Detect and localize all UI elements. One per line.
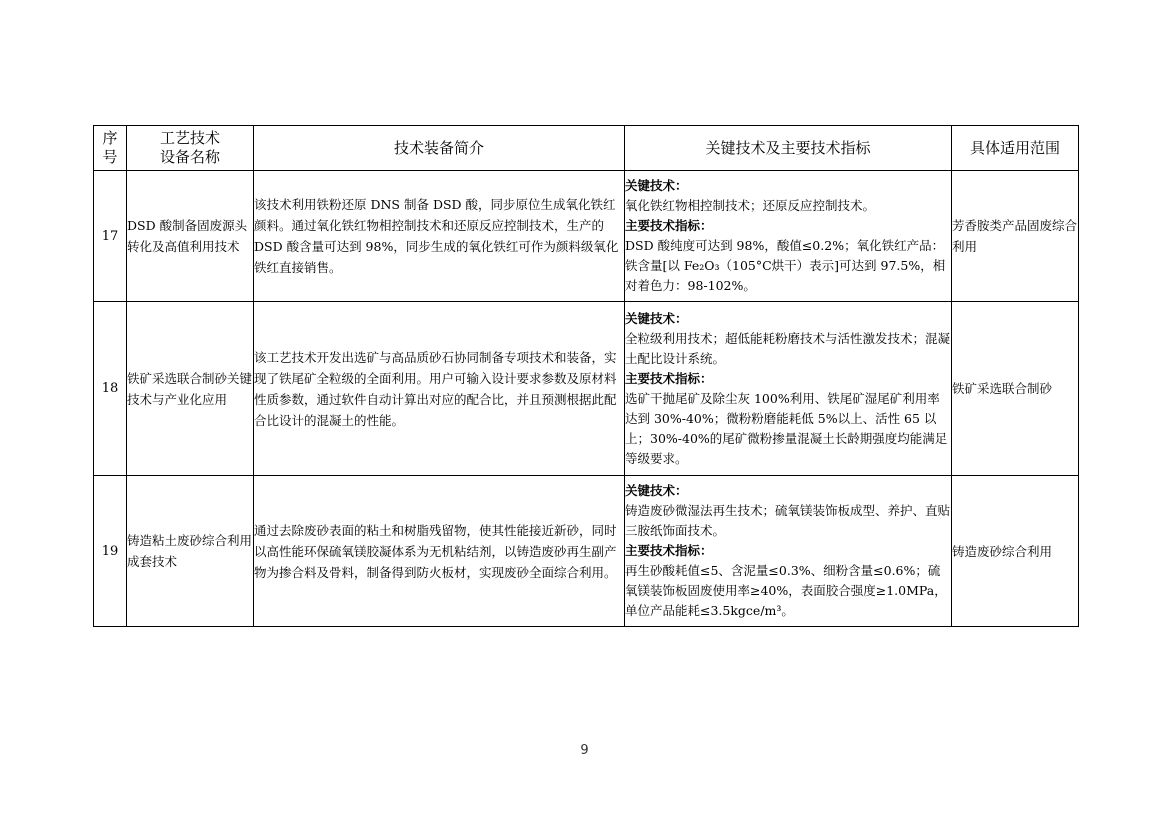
header-scope: 具体适用范围 (952, 126, 1079, 171)
header-name (127, 126, 254, 171)
row-key-tech (625, 171, 952, 302)
table-row (94, 302, 1079, 476)
row-key-tech (625, 302, 952, 476)
page-number: 9 (580, 743, 589, 758)
row-name: 铸造粘土废砂综合利用成套技术 (127, 476, 254, 627)
metrics-text: 选矿干抛尾矿及除尘灰 100%利用、铁尾矿湿尾矿利用率达到 30%-40%；微粉粉磨能耗低 5%以上、活性 65 以上；30%-40%的尾矿微粉掺量混凝土长龄期强度均能满足等级要求。 (625, 390, 948, 466)
header-name-line2: 设备名称 (159, 148, 220, 166)
row-index: 17 (94, 171, 127, 302)
row-scope: 铁矿采选联合制砂 (952, 302, 1079, 476)
header-index-line1: 序 (102, 129, 118, 147)
metrics-label: 主要技术指标： (625, 543, 713, 558)
key-tech-label: 关键技术： (625, 178, 688, 193)
metrics-label: 主要技术指标： (625, 218, 713, 233)
row-name: 铁矿采选联合制砂关键技术与产业化应用 (127, 302, 254, 476)
row-key-tech (625, 476, 952, 627)
header-name-line1: 工艺技术 (159, 129, 220, 147)
row-intro: 通过去除废砂表面的粘土和树脂残留物，使其性能接近新砂，同时以高性能环保硫氧镁胶凝体系为无机粘结剂，以铸造废砂再生副产物为掺合料及骨料，制备得到防火板材，实现废砂全面综合利用。 (254, 476, 625, 627)
header-key: 关键技术及主要技术指标 (625, 126, 952, 171)
technology-table (93, 125, 1079, 627)
key-tech-text: 铸造废砂微湿法再生技术；硫氧镁装饰板成型、养护、直贴三胺纸饰面技术。 (625, 503, 951, 538)
key-tech-text: 氧化铁红物相控制技术；还原反应控制技术。 (625, 198, 876, 213)
header-index (94, 126, 127, 171)
table-header-row (94, 126, 1079, 171)
table-row (94, 476, 1079, 627)
row-intro: 该技术利用铁粉还原 DNS 制备 DSD 酸，同步原位生成氧化铁红颜料。通过氧化铁红物相控制技术和还原反应控制技术，生产的 DSD 酸含量可达到 98%，同步生成的氧化铁红可作为颜料级氧化铁红直接销售。 (254, 171, 625, 302)
key-tech-label: 关键技术： (625, 310, 688, 326)
key-tech-text: 全粒级利用技术；超低能耗粉磨技术与活性激发技术；混凝土配比设计系统。 (625, 330, 951, 366)
metrics-text: DSD 酸纯度可达到 98%，酸值≤0.2%；氧化铁红产品：铁含量[以 Fe₂O₃（105°C烘干）表示]可达到 97.5%，相对着色力：98-102%。 (625, 238, 946, 293)
header-index-line2: 号 (102, 148, 118, 166)
row-scope: 铸造废砂综合利用 (952, 476, 1079, 627)
metrics-text: 再生砂酸耗值≤5、含泥量≤0.3%、细粉含量≤0.6%；硫氧镁装饰板固废使用率≥40%，表面胶合强度≥1.0MPa，单位产品能耗≤3.5kgce/m³。 (625, 563, 947, 618)
row-scope: 芳香胺类产品固废综合利用 (952, 171, 1079, 302)
table-row (94, 171, 1079, 302)
header-intro: 技术装备简介 (254, 126, 625, 171)
key-tech-label: 关键技术： (625, 483, 688, 498)
row-name: DSD 酸制备固废源头转化及高值利用技术 (127, 171, 254, 302)
row-index: 18 (94, 302, 127, 476)
row-index: 19 (94, 476, 127, 627)
metrics-label: 主要技术指标： (625, 370, 713, 386)
row-intro: 该工艺技术开发出选矿与高品质砂石协同制备专项技术和装备，实现了铁尾矿全粒级的全面利用。用户可输入设计要求参数及原材料性质参数，通过软件自动计算出对应的配合比，并且预测根据此配合比设计的混凝土的性能。 (254, 302, 625, 476)
